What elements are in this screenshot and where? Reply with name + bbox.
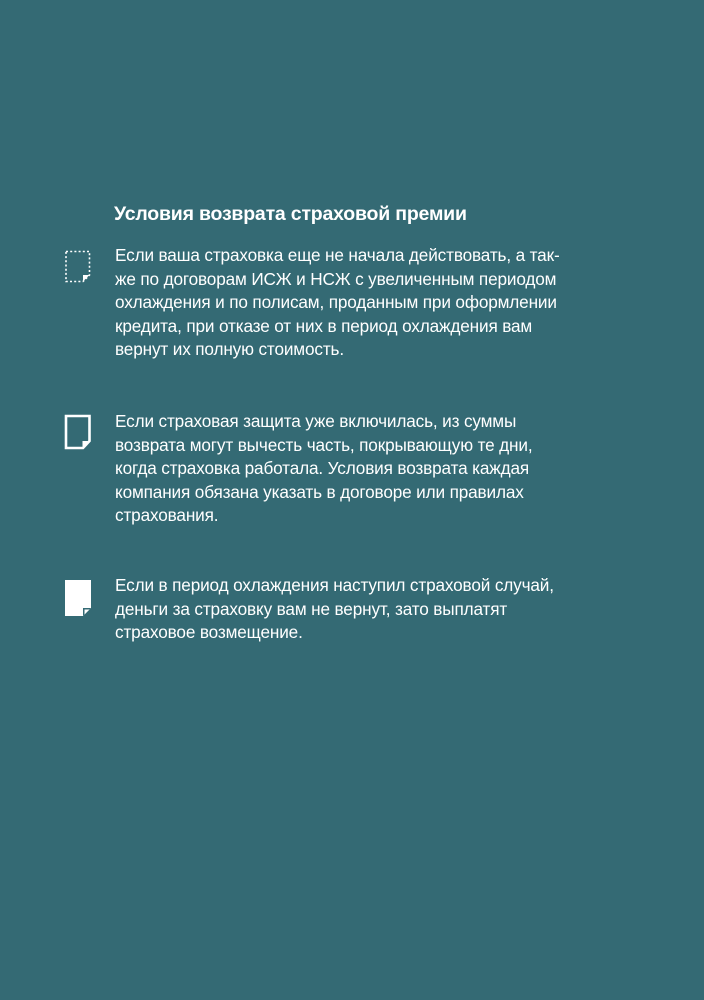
text-line: Если страховая защита уже включилась, из суммы	[115, 411, 517, 431]
page-title: Условия возврата страховой премии	[114, 203, 467, 225]
condition-text	[115, 574, 554, 645]
document-filled-icon	[64, 579, 92, 619]
text-line: кредита, при отказе от них в период охлаждения вам	[115, 315, 533, 336]
text-line: охлаждения и по полисам, проданным при оформлении	[115, 292, 557, 313]
text-line: страхования.	[115, 505, 219, 526]
text-line: когда страховка работала. Условия возврата каждая	[115, 458, 530, 479]
condition-text	[115, 244, 560, 362]
text-line: возврата могут вычесть часть, покрывающую те дни,	[115, 434, 533, 455]
text-line: компания обязана указать в договоре или правилах	[115, 481, 524, 502]
document-outline-icon	[64, 414, 92, 454]
text-line: вернут их полную стоимость.	[115, 339, 344, 360]
document-dotted-outline-icon	[64, 250, 92, 290]
text-line: деньги за страховку вам не вернут, зато выплатят	[115, 598, 508, 619]
text-line: Если ваша страховка еще не начала действовать, а так-	[115, 245, 560, 265]
condition-text	[115, 410, 532, 528]
text-line: Если в период охлаждения наступил страховой случай,	[115, 575, 554, 595]
text-line: страховое возмещение.	[115, 622, 303, 643]
text-line: же по договорам ИСЖ и НСЖ с увеличенным периодом	[115, 268, 557, 289]
